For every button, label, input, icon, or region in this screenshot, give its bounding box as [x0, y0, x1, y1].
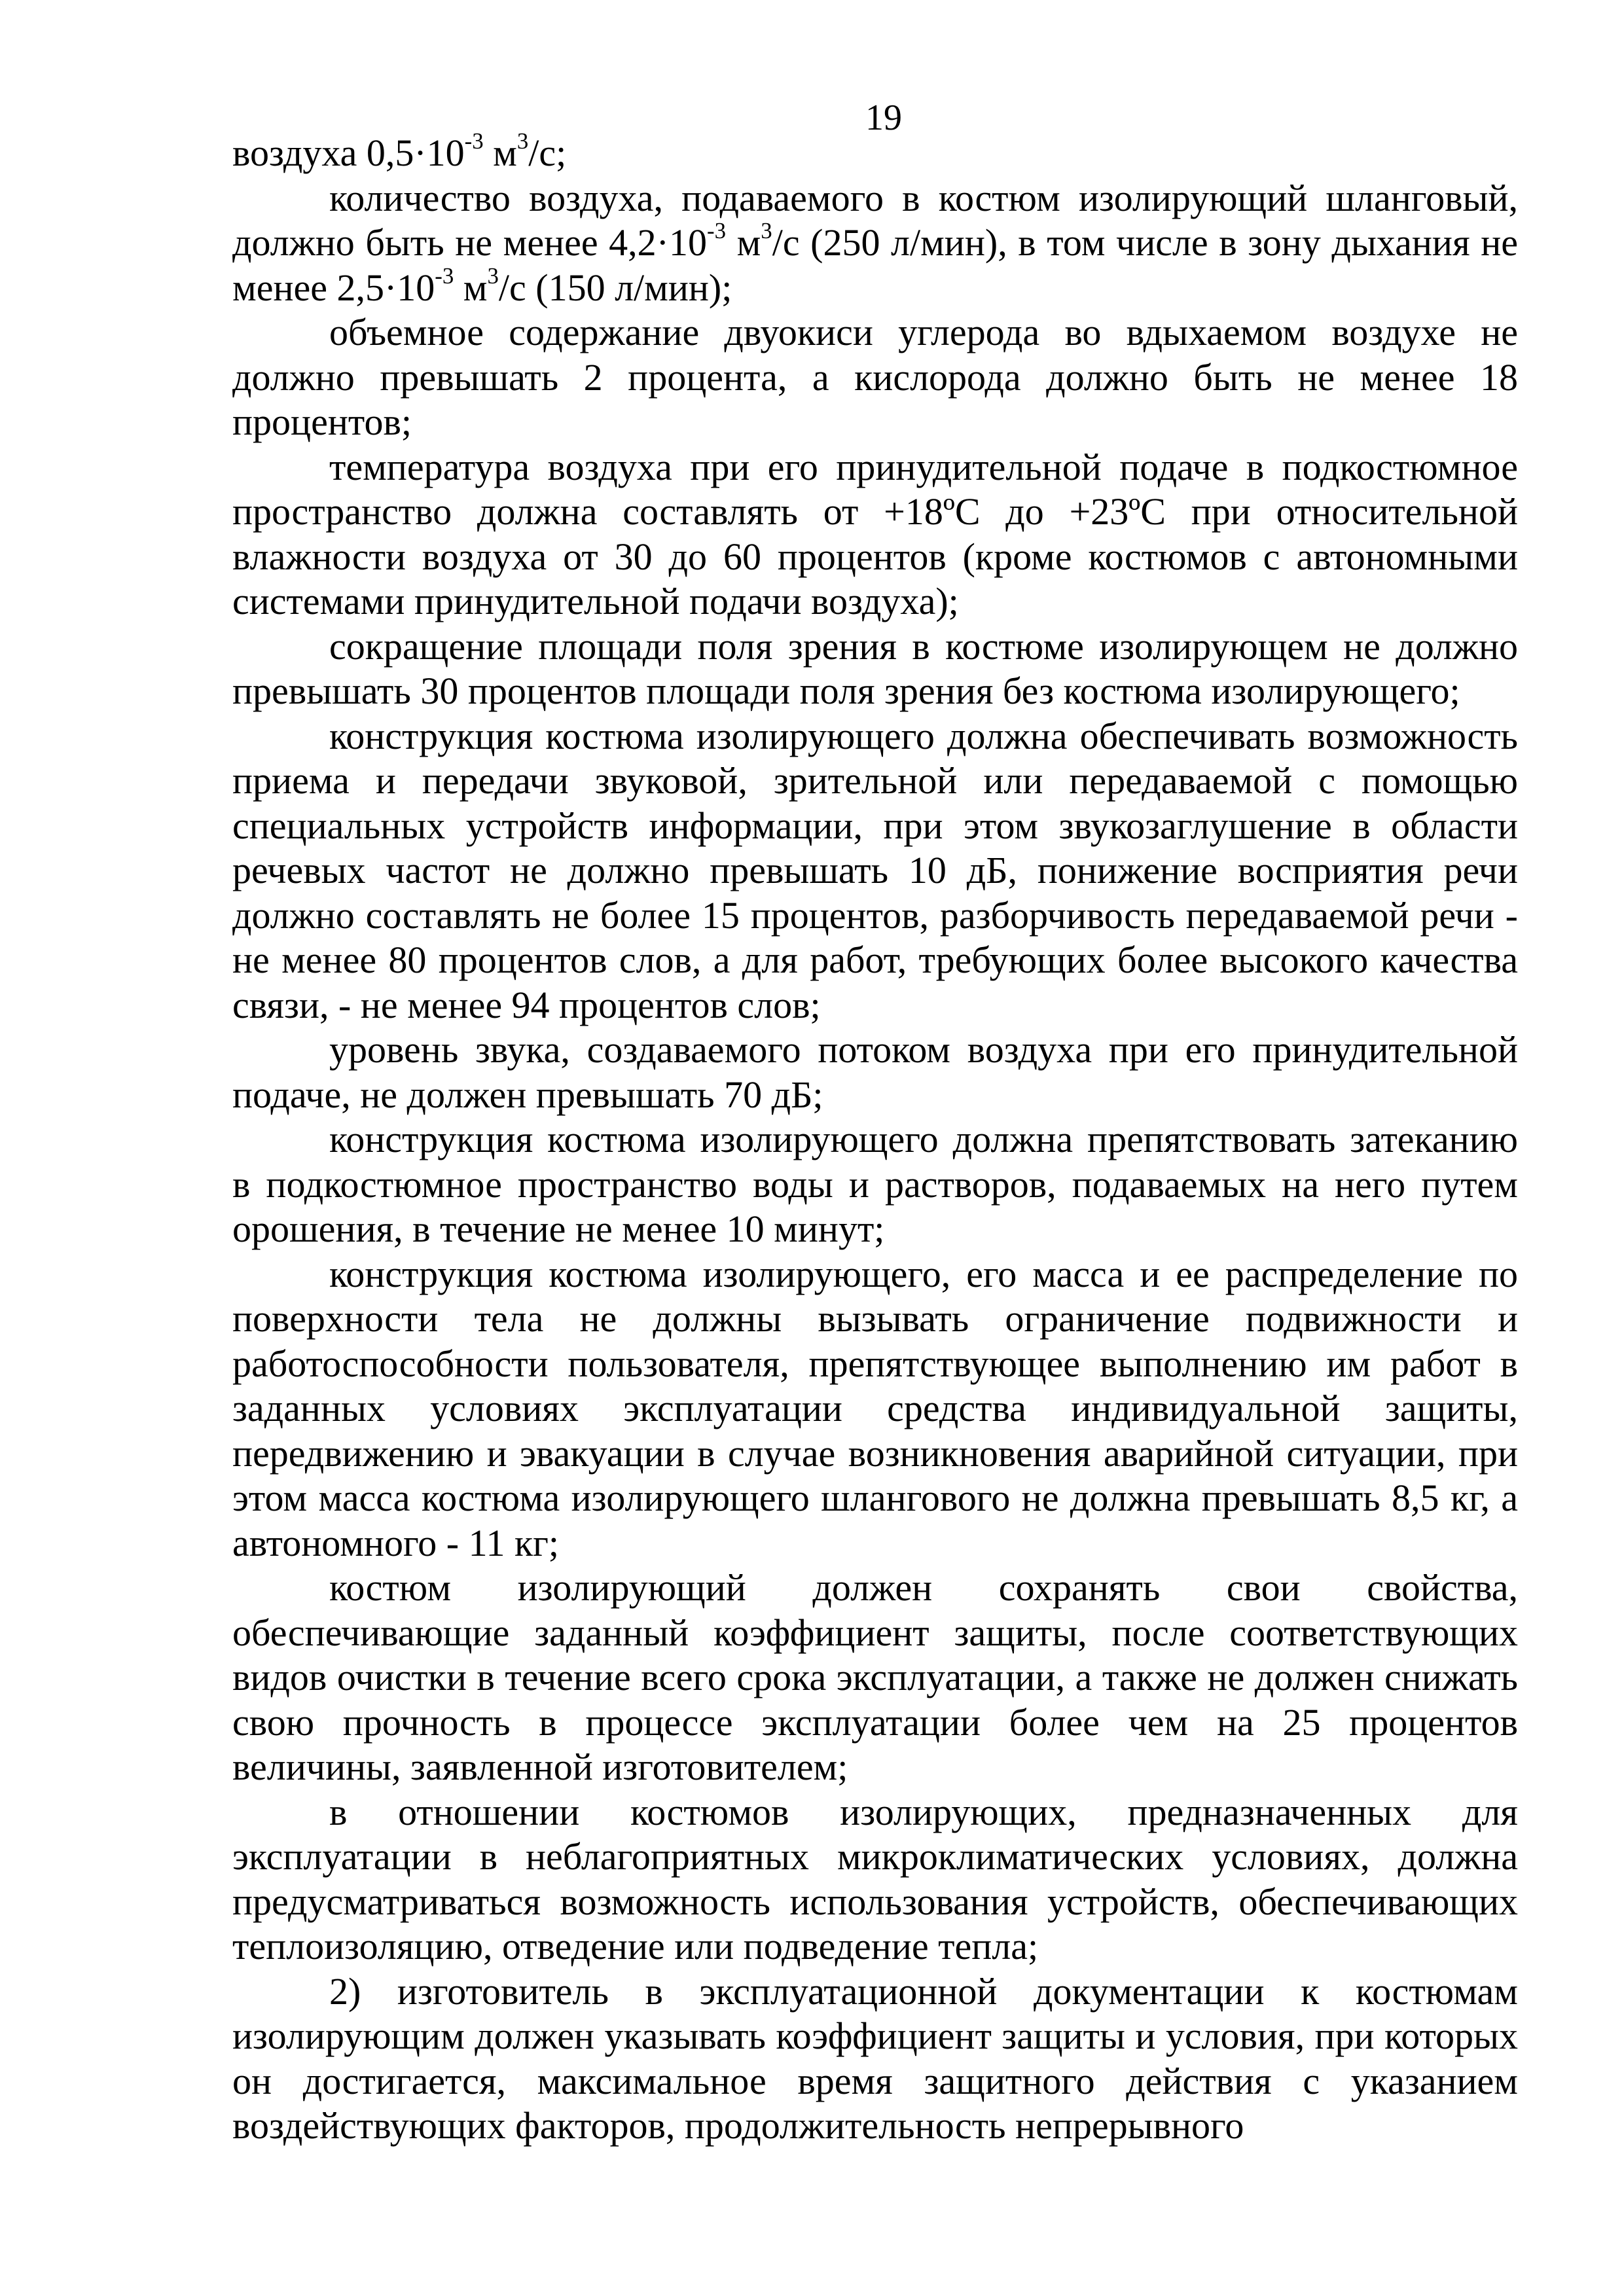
paragraph-5: сокращение площади поля зрения в костюме изолирующем не должно превышать 30 процентов площади поля зрения без костюма изолирующего;	[232, 624, 1518, 712]
paragraph-11: в отношении костюмов изолирующих, предназначенных для эксплуатации в неблагоприятных микроклиматических условиях, должна предусматриваться возможность использования устройств, обеспечивающих теплоизоляцию, отведение или подведение тепла;	[232, 1790, 1518, 1967]
paragraph-7: уровень звука, создаваемого потоком воздуха при его принудительной подаче, не должен превышать 70 дБ;	[232, 1028, 1518, 1116]
paragraph-1: воздуха $0,5\cdot 10^{-3}$ $м^3/с$;	[232, 128, 567, 174]
paragraph-8: конструкция костюма изолирующего должна препятствовать затеканию в подкостюмное пространство воды и растворов, подаваемых на него путем орошения, в течение не менее 10 минут;	[232, 1118, 1518, 1250]
paragraph-2: количество воздуха, подаваемого в костюм изолирующий шланговый, должно быть не менее $4,2\cdot 10^{-3}$ $м^3/с$ (250 л/мин), в том числе в зону дыхания не менее $2,5\cdot 10^{-3}$ $м^3/с$ (150 л/мин);	[232, 176, 1518, 309]
paragraph-12: 2) изготовитель в эксплуатационной документации к костюмам изолирующим должен указывать коэффициент защиты и условия, при которых он достигается, максимальное время защитного действия с указанием воздействующих факторов, продолжительность непрерывного	[232, 1969, 1518, 2147]
paragraph-10: костюм изолирующий должен сохранять свои свойства, обеспечивающие заданный коэффициент защиты, после соответствующих видов очистки в течение всего срока эксплуатации, а также не должен снижать свою прочность в процессе эксплуатации более чем на 25 процентов величины, заявленной изготовителем;	[232, 1566, 1518, 1788]
paragraph-6: конструкция костюма изолирующего должна обеспечивать возможность приема и передачи звуковой, зрительной или передаваемой с помощью специальных устройств информации, при этом звукозаглушение в области речевых частот не должно превышать 10 дБ, понижение восприятия речи должно составлять не более 15 процентов, разборчивость передаваемой речи - не менее 80 процентов слов, а для работ, требующих более высокого качества связи, - не менее 94 процентов слов;	[232, 714, 1518, 1026]
document-body	[232, 128, 1518, 2149]
paragraph-4: температура воздуха при его принудительной подаче в подкостюмное пространство должна составлять от +18ºС до +23ºС при относительной влажности воздуха от 30 до 60 процентов (кроме костюмов с автономными системами принудительной подачи воздуха);	[232, 445, 1518, 622]
page-number: 19	[865, 98, 902, 138]
paragraph-3: объемное содержание двуокиси углерода во вдыхаемом воздухе не должно превышать 2 процента, а кислорода должно быть не менее 18 процентов;	[232, 311, 1518, 443]
paragraph-9: конструкция костюма изолирующего, его масса и ее распределение по поверхности тела не должны вызывать ограничение подвижности и работоспособности пользователя, препятствующее выполнению им работ в заданных условиях эксплуатации средства индивидуальной защиты, передвижению и эвакуации в случае возникновения аварийной ситуации, при этом масса костюма изолирующего шлангового не должна превышать 8,5 кг, а автономного - 11 кг;	[232, 1252, 1518, 1564]
